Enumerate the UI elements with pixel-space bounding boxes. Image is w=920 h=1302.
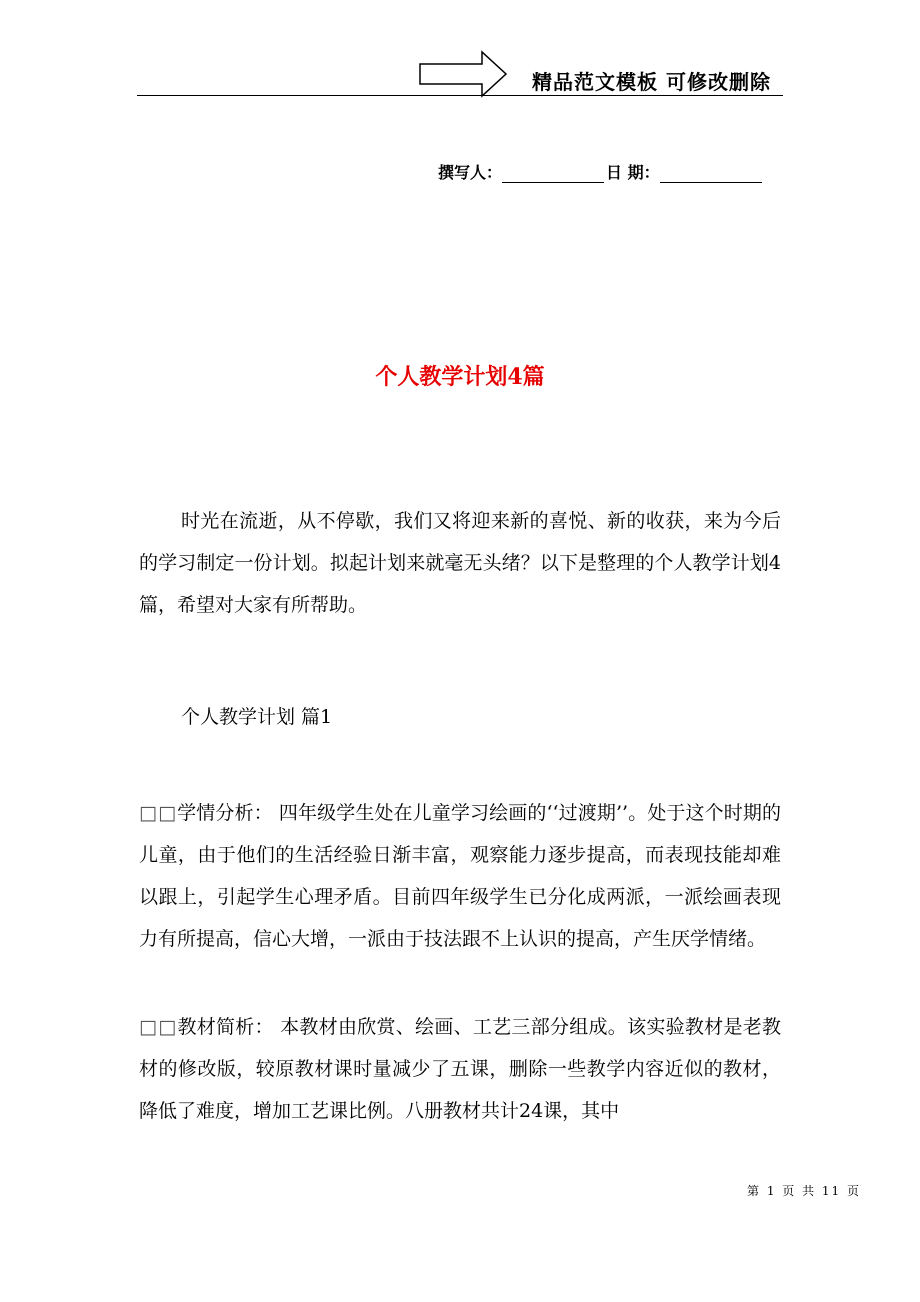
page-footer: 第 1 页 共 11 页 xyxy=(747,1184,861,1198)
document-title: 个人教学计划4篇 xyxy=(375,364,545,390)
header-banner-text: 精品范文模板 可修改删除 xyxy=(532,70,771,94)
paragraph-text: 学情分析： 四年级学生处在儿童学习绘画的‘‘过渡期’’。处于这个时期的儿童，由于他们的生活经验日渐丰富，观察能力逐步提高，而表现技能却难以跟上，引起学生心理矛盾。目前四年级学生已分化成两派，一派绘画表现力有所提高，信心大增，一派由于技法跟不上认识的提高，产生厌学情绪。 xyxy=(139,802,782,950)
paragraph-text: 教材简析： 本教材由欣赏、绘画、工艺三部分组成。该实验教材是老教材的修改版，较原教材课时量减少了五课，删除一些教学内容近似的教材，降低了难度，增加工艺课比例。八册教材共计24课，其中 xyxy=(139,1016,781,1122)
author-blank-field[interactable] xyxy=(502,168,604,183)
paragraph-student-analysis xyxy=(139,792,781,960)
author-label: 撰写人： xyxy=(438,163,503,182)
date-label: 日 期： xyxy=(606,163,660,182)
placeholder-glyphs: □□ xyxy=(139,1016,178,1038)
section-heading: 个人教学计划 篇1 xyxy=(181,706,333,728)
header-divider xyxy=(137,95,783,96)
paragraph-textbook-analysis xyxy=(139,1006,781,1132)
date-blank-field[interactable] xyxy=(660,168,762,183)
arrow-right-icon xyxy=(418,50,508,98)
author-date-line xyxy=(438,160,764,183)
intro-paragraph: 时光在流逝，从不停歇，我们又将迎来新的喜悦、新的收获，来为今后的学习制定一份计划。拟起计划来就毫无头绪？以下是整理的个人教学计划4篇，希望对大家有所帮助。 xyxy=(139,510,781,616)
placeholder-glyphs: □□ xyxy=(139,802,178,824)
